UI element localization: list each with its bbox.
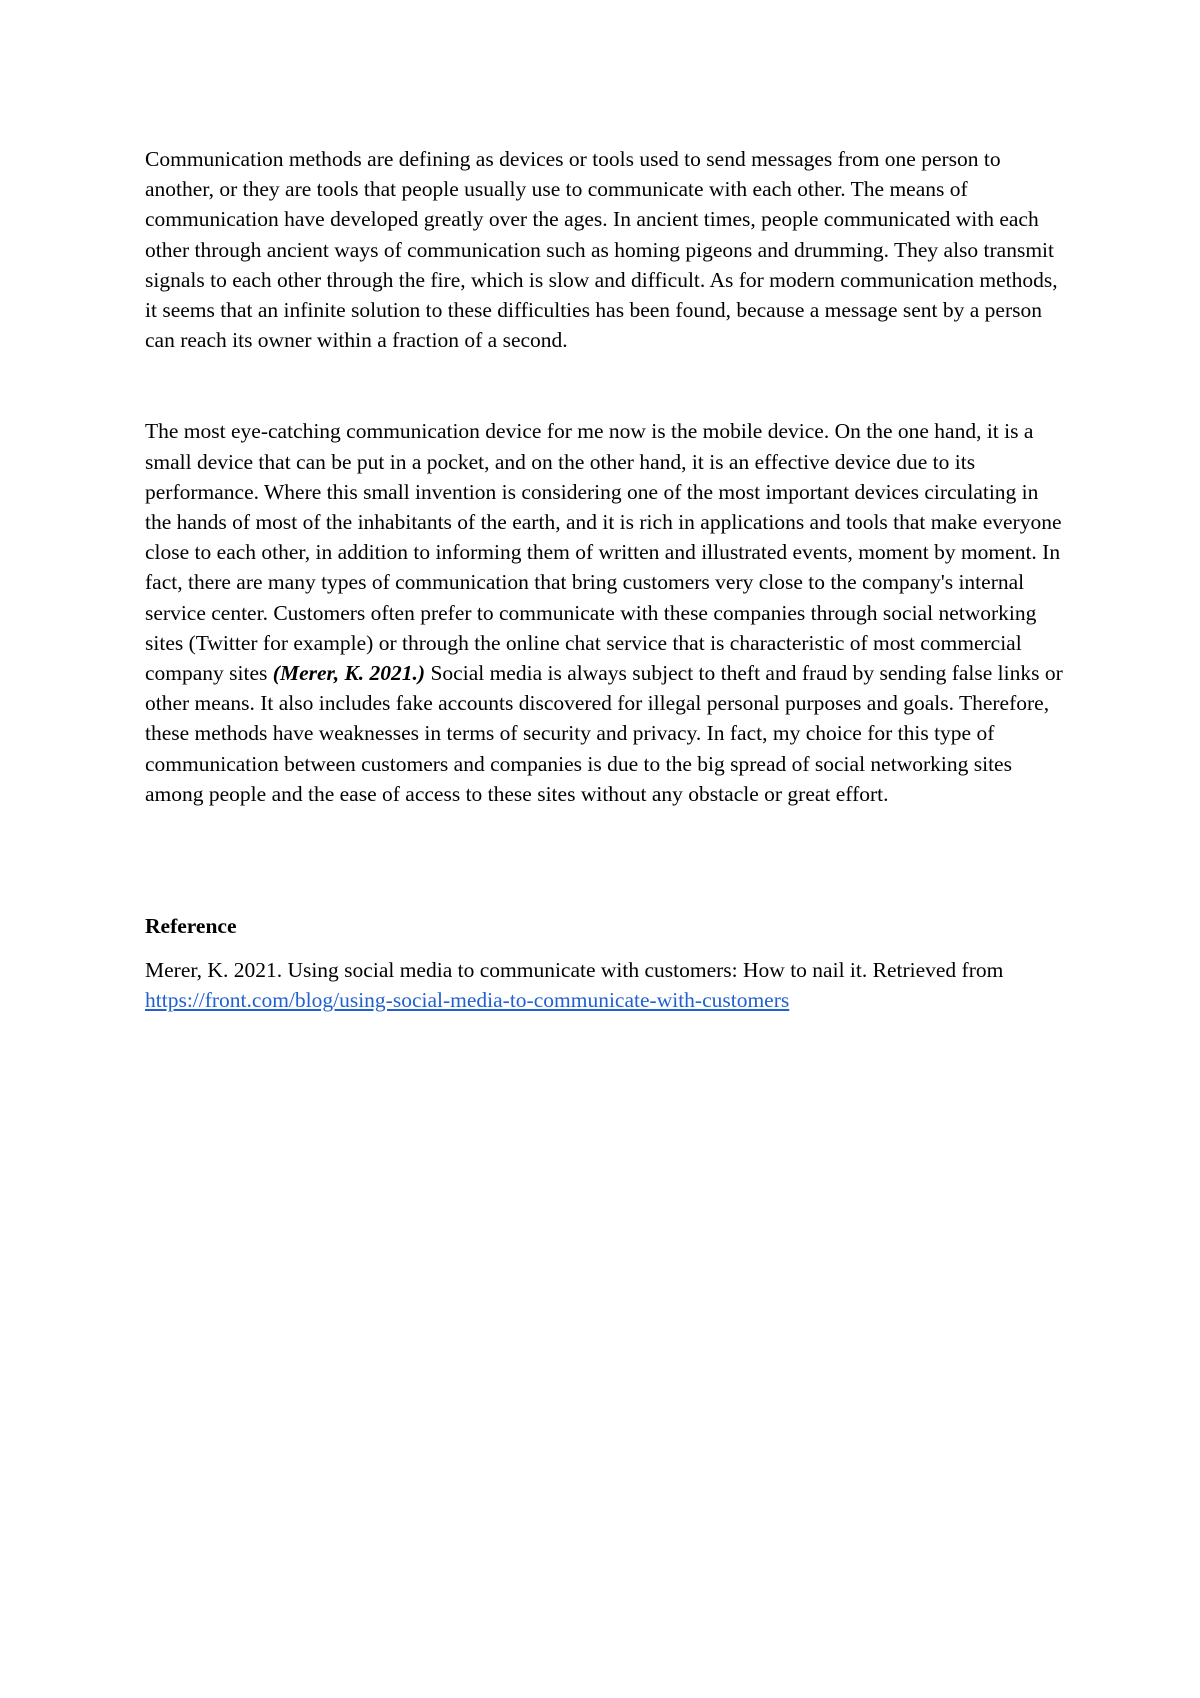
reference-entry [145, 955, 1065, 1015]
paragraph-mobile-text-end: Social media is always subject to theft and fraud by sending false links or other means. It also includes fake accounts discovered for illegal personal purposes and goals. Therefore, these methods have weaknesses in terms of security and privacy. In fact, my choice for this type of communication between customers and companies is due to the big spread of social networking sites among people and the ease of access to these sites without any obstacle or great effort. [145, 661, 1063, 806]
in-text-citation: (Merer, K. 2021.) [272, 661, 426, 686]
paragraph-intro: Communication methods are defining as devices or tools used to send messages from one person to another, or they are tools that people usually use to communicate with each other. The means of communication have developed greatly over the ages. In ancient times, people communicated with each other through ancient ways of communication such as homing pigeons and drumming. They also transmit signals to each other through the fire, which is slow and difficult. As for modern communication methods, it seems that an infinite solution to these difficulties has been found, because a message sent by a person can reach its owner within a fraction of a second. [145, 147, 1058, 353]
section-spacer [145, 809, 1065, 911]
reference-link[interactable]: https://front.com/blog/using-social-media-to-communicate-with-customers [145, 988, 790, 1013]
reference-spacer [145, 941, 1065, 955]
reference-heading: Reference [145, 914, 237, 939]
paragraph-mobile-device [145, 416, 1065, 809]
paragraph-spacer [145, 355, 1065, 416]
document-body [145, 144, 1065, 1015]
reference-text: Merer, K. 2021. Using social media to communicate with customers: How to nail it. Retrieved from [145, 958, 1004, 983]
paragraph-mobile-text-start: The most eye-catching communication device for me now is the mobile device. On the one hand, it is a small device that can be put in a pocket, and on the other hand, it is an effective device due to its performance. Where this small invention is considering one of the most important devices circulating in the hands of most of the inhabitants of the earth, and it is rich in applications and tools that make everyone close to each other, in addition to informing them of written and illustrated events, moment by moment. In fact, there are many types of communication that bring customers very close to the company's internal service center. Customers often prefer to communicate with these companies through social networking sites (Twitter for example) or through the online chat service that is characteristic of most commercial company sites [145, 419, 1062, 686]
